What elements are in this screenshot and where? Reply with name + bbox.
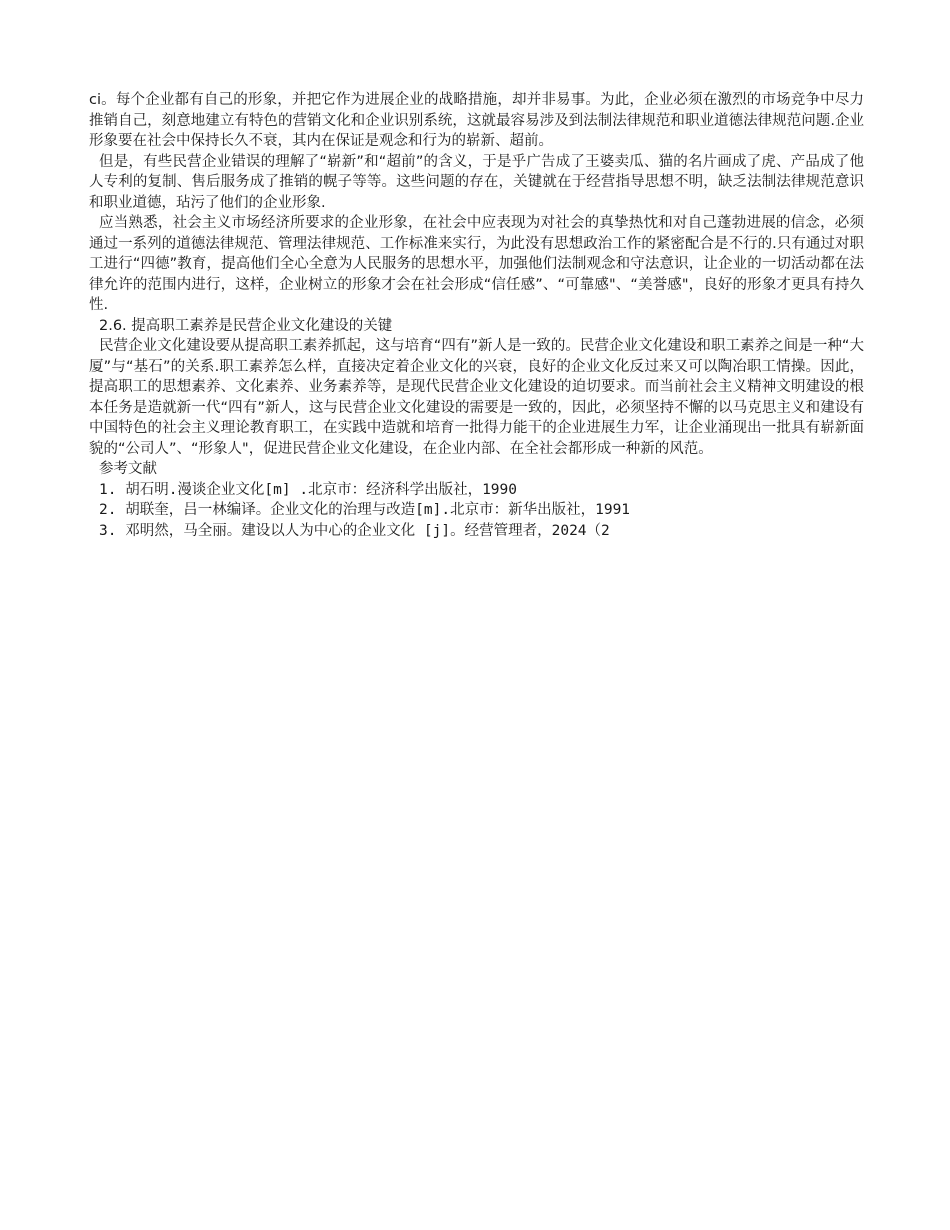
body-paragraph: 但是，有些民营企业错误的理解了“崭新”和“超前”的含义，于是乎广告成了王婆卖瓜、猫的名片画成了虎、产品成了他人专利的复制、售后服务成了推销的幌子等等。这些问题的存在，关键就在于经营指导思想不明，缺乏法制法律规范意识和职业道德，玷污了他们的企业形象. — [89, 153, 864, 211]
body-paragraph: ci。每个企业都有自己的形象，并把它作为进展企业的战略措施，却并非易事。为此，企业必须在激烈的市场竞争中尽力推销自己，刻意地建立有特色的营销文化和企业识别系统，这就最容易涉及到法制法律规范和职业道德法律规范问题.企业形象要在社会中保持长久不衰，其内在保证是观念和行为的崭新、超前。 — [89, 92, 864, 149]
reference-item: 1. 胡石明.漫谈企业文化[m] .北京市：经济科学出版社，1990 — [99, 481, 517, 498]
references-heading: 参考文献 — [99, 461, 157, 477]
reference-item: 3. 邓明然，马全丽。建设以人为中心的企业文化 [j]。经营管理者，2024（2 — [99, 522, 610, 539]
reference-item: 2. 胡联奎，吕一林编译。企业文化的治理与改造[m].北京市：新华出版社，1991 — [99, 502, 631, 518]
body-paragraph: 应当熟悉，社会主义市场经济所要求的企业形象，在社会中应表现为对社会的真挚热忱和对自己蓬勃进展的信念，必须通过一系列的道德法律规范、管理法律规范、工作标准来实行，为此没有思想政治工作的紧密配合是不行的.只有通过对职工进行“四德”教育，提高他们全心全意为人民服务的思想水平，加强他们法制观念和守法意识，让企业的一切活动都在法律允许的范围内进行，这样，企业树立的形象才会在社会形成“信任感”、“可靠感"、“美誉感"，良好的形象才更具有持久性. — [89, 215, 864, 313]
document-body — [89, 90, 864, 541]
body-paragraph: 民营企业文化建设要从提高职工素养抓起，这与培育“四有”新人是一致的。民营企业文化建设和职工素养之间是一种“大厦”与“基石”的关系.职工素养怎么样，直接决定着企业文化的兴衰，良好的企业文化反过来又可以陶冶职工情操。因此，提高职工的思想素养、文化素养、业务素养等，是现代民营企业文化建设的迫切要求。而当前社会主义精神文明建设的根本任务是造就新一代“四有”新人，这与民营企业文化建设的需要是一致的，因此，必须坚持不懈的以马克思主义和建设有中国特色的社会主义理论教育职工，在实践中造就和培育一批得力能干的企业进展生力军，让企业涌现出一批具有崭新面貌的“公司人”、“形象人"，促进民营企业文化建设，在企业内部、在全社会都形成一种新的风范。 — [89, 338, 864, 457]
section-heading: 2.6. 提高职工素养是民营企业文化建设的关键 — [99, 317, 393, 334]
